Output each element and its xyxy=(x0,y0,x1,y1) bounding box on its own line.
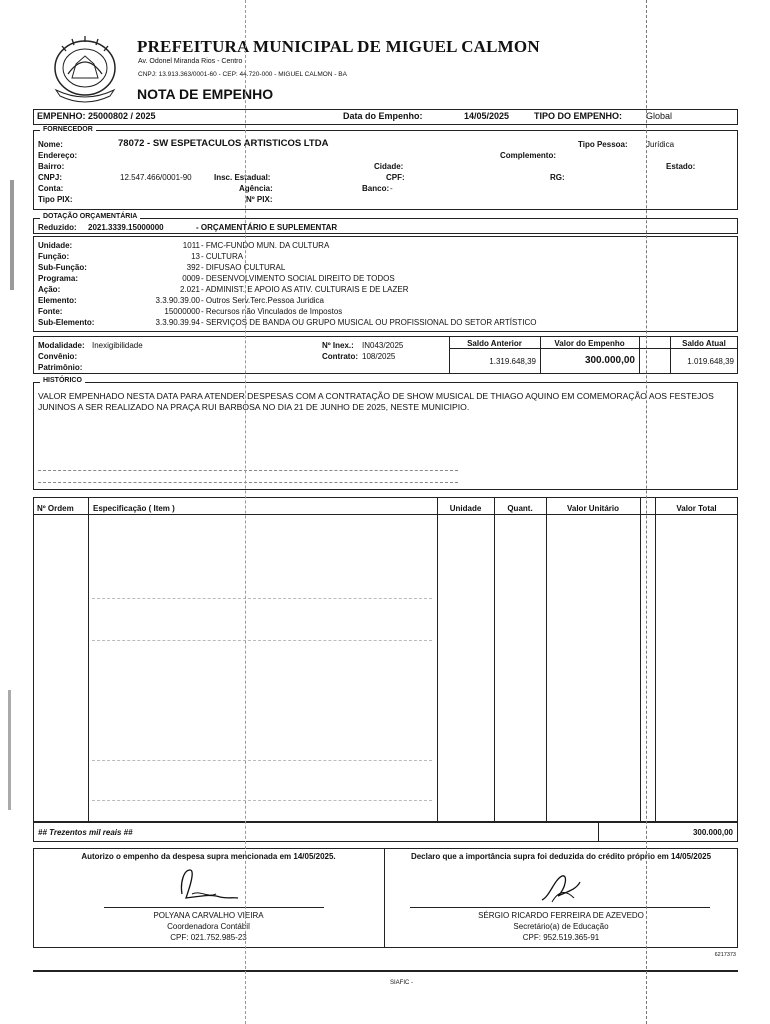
empenho-date: 14/05/2025 xyxy=(464,111,510,121)
historico-text: VALOR EMPENHADO NESTA DATA PARA ATENDER DESPESAS COM A CONTRATAÇÃO DE SHOW MUSICAL DE THIAGO AQUINO EM COMEMORAÇÃO AOS FESTEJOS JUNINOS A SER REALIZADO NA PRAÇA RUI BARBOSA NO DIA 21 DE JUNHO DE 2025, NESTE MUNICIPIO. xyxy=(38,391,714,412)
banco-label: Banco: xyxy=(362,184,390,193)
page-title: PREFEITURA MUNICIPAL DE MIGUEL CALMON xyxy=(137,37,540,56)
dotacao-row-desc: - DESENVOLVIMENTO SOCIAL DIREITO DE TODOS xyxy=(201,274,395,283)
bairro-label: Bairro: xyxy=(38,162,65,171)
total-value: 300.000,00 xyxy=(692,828,733,837)
complemento-label: Complemento: xyxy=(500,151,556,160)
header-cnpj: CNPJ: 13.913.363/0001-60 - CEP: 44.720-000 - MIGUEL CALMON - BA xyxy=(138,71,347,78)
npix-label: Nº PIX: xyxy=(246,195,273,204)
total-box xyxy=(33,822,738,842)
dotacao-row-label: Elemento: xyxy=(38,296,77,305)
col-header-valor-unitario: Valor Unitário xyxy=(566,504,619,513)
footer-system: SIAFIC - xyxy=(390,980,414,986)
dotacao-row-code: 1011 xyxy=(182,241,200,250)
fornecedor-cnpj: 12.547.466/0001-90 xyxy=(120,173,192,182)
dotacao-row-desc: - DIFUSAO CULTURAL xyxy=(201,263,286,272)
empenho-type: Global xyxy=(646,111,673,121)
convenio-label: Convênio: xyxy=(38,352,78,361)
empenho-type-label: TIPO DO EMPENHO: xyxy=(534,111,623,121)
dotacao-row-label: Programa: xyxy=(38,274,79,283)
municipal-seal xyxy=(44,34,126,104)
modalidade-value: Inexigibilidade xyxy=(92,341,143,350)
saldo-atual-value: 1.019.648,39 xyxy=(687,357,734,366)
left-cpf: CPF: 021.752.985-23 xyxy=(170,933,247,942)
tipo-pessoa-label: Tipo Pessoa: xyxy=(578,140,628,149)
endereco-label: Endereço: xyxy=(38,151,78,160)
valor-empenho-value: 300.000,00 xyxy=(584,355,635,366)
left-role: Coordenadora Contábil xyxy=(167,922,250,931)
dotacao-row-desc: - FMC-FUNDO MUN. DA CULTURA xyxy=(201,241,330,250)
right-signature xyxy=(536,870,586,910)
total-extenso: ## Trezentos mil reais ## xyxy=(38,828,133,837)
dotacao-section-label: DOTAÇÃO ORÇAMENTÁRIA xyxy=(40,213,140,220)
fornecedor-section-label: FORNECEDOR xyxy=(40,126,96,133)
dotacao-row-code: 3.3.90.39.94 xyxy=(155,318,200,327)
conta-label: Conta: xyxy=(38,184,64,193)
dotacao-row-desc: - Recursos não Vinculados de Impostos xyxy=(201,307,343,316)
scan-fold-line xyxy=(646,0,647,1024)
dotacao-row-desc: - Outros Serv.Terc.Pessoa Juridica xyxy=(201,296,325,305)
dotacao-row-label: Sub-Função: xyxy=(38,263,87,272)
dotacao-row-code: 2.021 xyxy=(179,285,200,294)
right-cpf: CPF: 952.519.365-91 xyxy=(522,933,600,942)
scan-edge-mark xyxy=(8,690,11,810)
dotacao-row-code: 3.3.90.39.00 xyxy=(155,296,200,305)
doc-title: NOTA DE EMPENHO xyxy=(137,86,274,102)
reduzido-label: Reduzido: xyxy=(38,223,77,232)
col-header-especificacao: Especificação ( Item ) xyxy=(93,504,175,513)
saldo-anterior-value: 1.319.648,39 xyxy=(489,357,536,366)
empenho-number: 25000802 / 2025 xyxy=(88,111,156,121)
cidade-label: Cidade: xyxy=(374,162,404,171)
dotacao-row-label: Sub-Elemento: xyxy=(38,318,95,327)
cnpj-label: CNPJ: xyxy=(38,173,63,182)
cpf-label: CPF: xyxy=(386,173,405,182)
insc-estadual-label: Insc. Estadual: xyxy=(214,173,271,182)
nome-label: Nome: xyxy=(38,140,63,149)
estado-label: Estado: xyxy=(666,162,696,171)
tipo-pix-label: Tipo PIX: xyxy=(38,195,73,204)
saldo-anterior-label: Saldo Anterior xyxy=(467,339,522,348)
dotacao-row-label: Função: xyxy=(38,252,70,261)
dotacao-row-code: 392 xyxy=(186,263,200,272)
dotacao-row-label: Fonte: xyxy=(38,307,63,316)
col-header-unidade: Unidade xyxy=(449,504,482,513)
right-role: Secretário(a) de Educação xyxy=(513,922,609,931)
fornecedor-nome: 78072 - SW ESPETACULOS ARTISTICOS LTDA xyxy=(118,138,329,149)
reduzido-desc: - ORÇAMENTÁRIO E SUPLEMENTAR xyxy=(196,223,338,232)
scan-fold-line xyxy=(245,0,246,1024)
patrimonio-label: Patrimônio: xyxy=(38,363,83,372)
dotacao-row-code: 13 xyxy=(191,252,200,261)
valor-empenho-label: Valor do Empenho xyxy=(554,339,625,348)
left-name: POLYANA CARVALHO VIEIRA xyxy=(153,911,264,920)
dotacao-row-desc: - ADMINIST. E APOIO AS ATIV. CULTURAIS E DE LAZER xyxy=(201,285,409,294)
dotacao-row-desc: - SERVIÇOS DE BANDA OU GRUPO MUSICAL OU PROFISSIONAL DO SETOR ARTÍSTICO xyxy=(201,318,537,327)
ninex-label: Nº Inex.: xyxy=(322,341,354,350)
left-statement: Autorizo o empenho da despesa supra mencionada em 14/05/2025. xyxy=(81,852,336,861)
reduzido-value: 2021.3339.15000000 xyxy=(88,223,164,232)
saldo-atual-label: Saldo Atual xyxy=(682,339,726,348)
dotacao-row-code: 0009 xyxy=(182,274,200,283)
empenho-label: EMPENHO: xyxy=(37,111,86,121)
right-name: SÉRGIO RICARDO FERREIRA DE AZEVEDO xyxy=(478,911,644,920)
contrato-value: 108/2025 xyxy=(362,352,396,361)
items-table xyxy=(33,497,738,822)
banco-value: - xyxy=(390,184,393,193)
ninex-value: IN043/2025 xyxy=(362,341,404,350)
left-signature xyxy=(172,864,252,906)
footer-code: 6217373 xyxy=(714,952,736,958)
dotacao-row-desc: - CULTURA xyxy=(201,252,244,261)
contrato-label: Contrato: xyxy=(322,352,358,361)
col-header-quant: Quant. xyxy=(507,504,533,513)
col-header-valor-total: Valor Total xyxy=(676,504,717,513)
historico-section-label: HISTÓRICO xyxy=(40,377,85,384)
dotacao-row-label: Unidade: xyxy=(38,241,73,250)
col-header-ordem: Nº Ordem xyxy=(37,504,74,513)
modalidade-label: Modalidade: xyxy=(38,341,85,350)
dotacao-row-code: 15000000 xyxy=(164,307,200,316)
right-statement: Declaro que a importância supra foi deduzida do crédito próprio em 14/05/2025 xyxy=(410,852,712,861)
dotacao-row-label: Ação: xyxy=(38,285,61,294)
agencia-label: Agência: xyxy=(239,184,273,193)
tipo-pessoa-value: Jurídica xyxy=(646,140,675,149)
header-address: Av. Odonel Miranda Rios - Centro xyxy=(138,58,243,65)
scan-edge-mark xyxy=(10,180,14,290)
rg-label: RG: xyxy=(550,173,565,182)
empenho-date-label: Data do Empenho: xyxy=(343,111,423,121)
